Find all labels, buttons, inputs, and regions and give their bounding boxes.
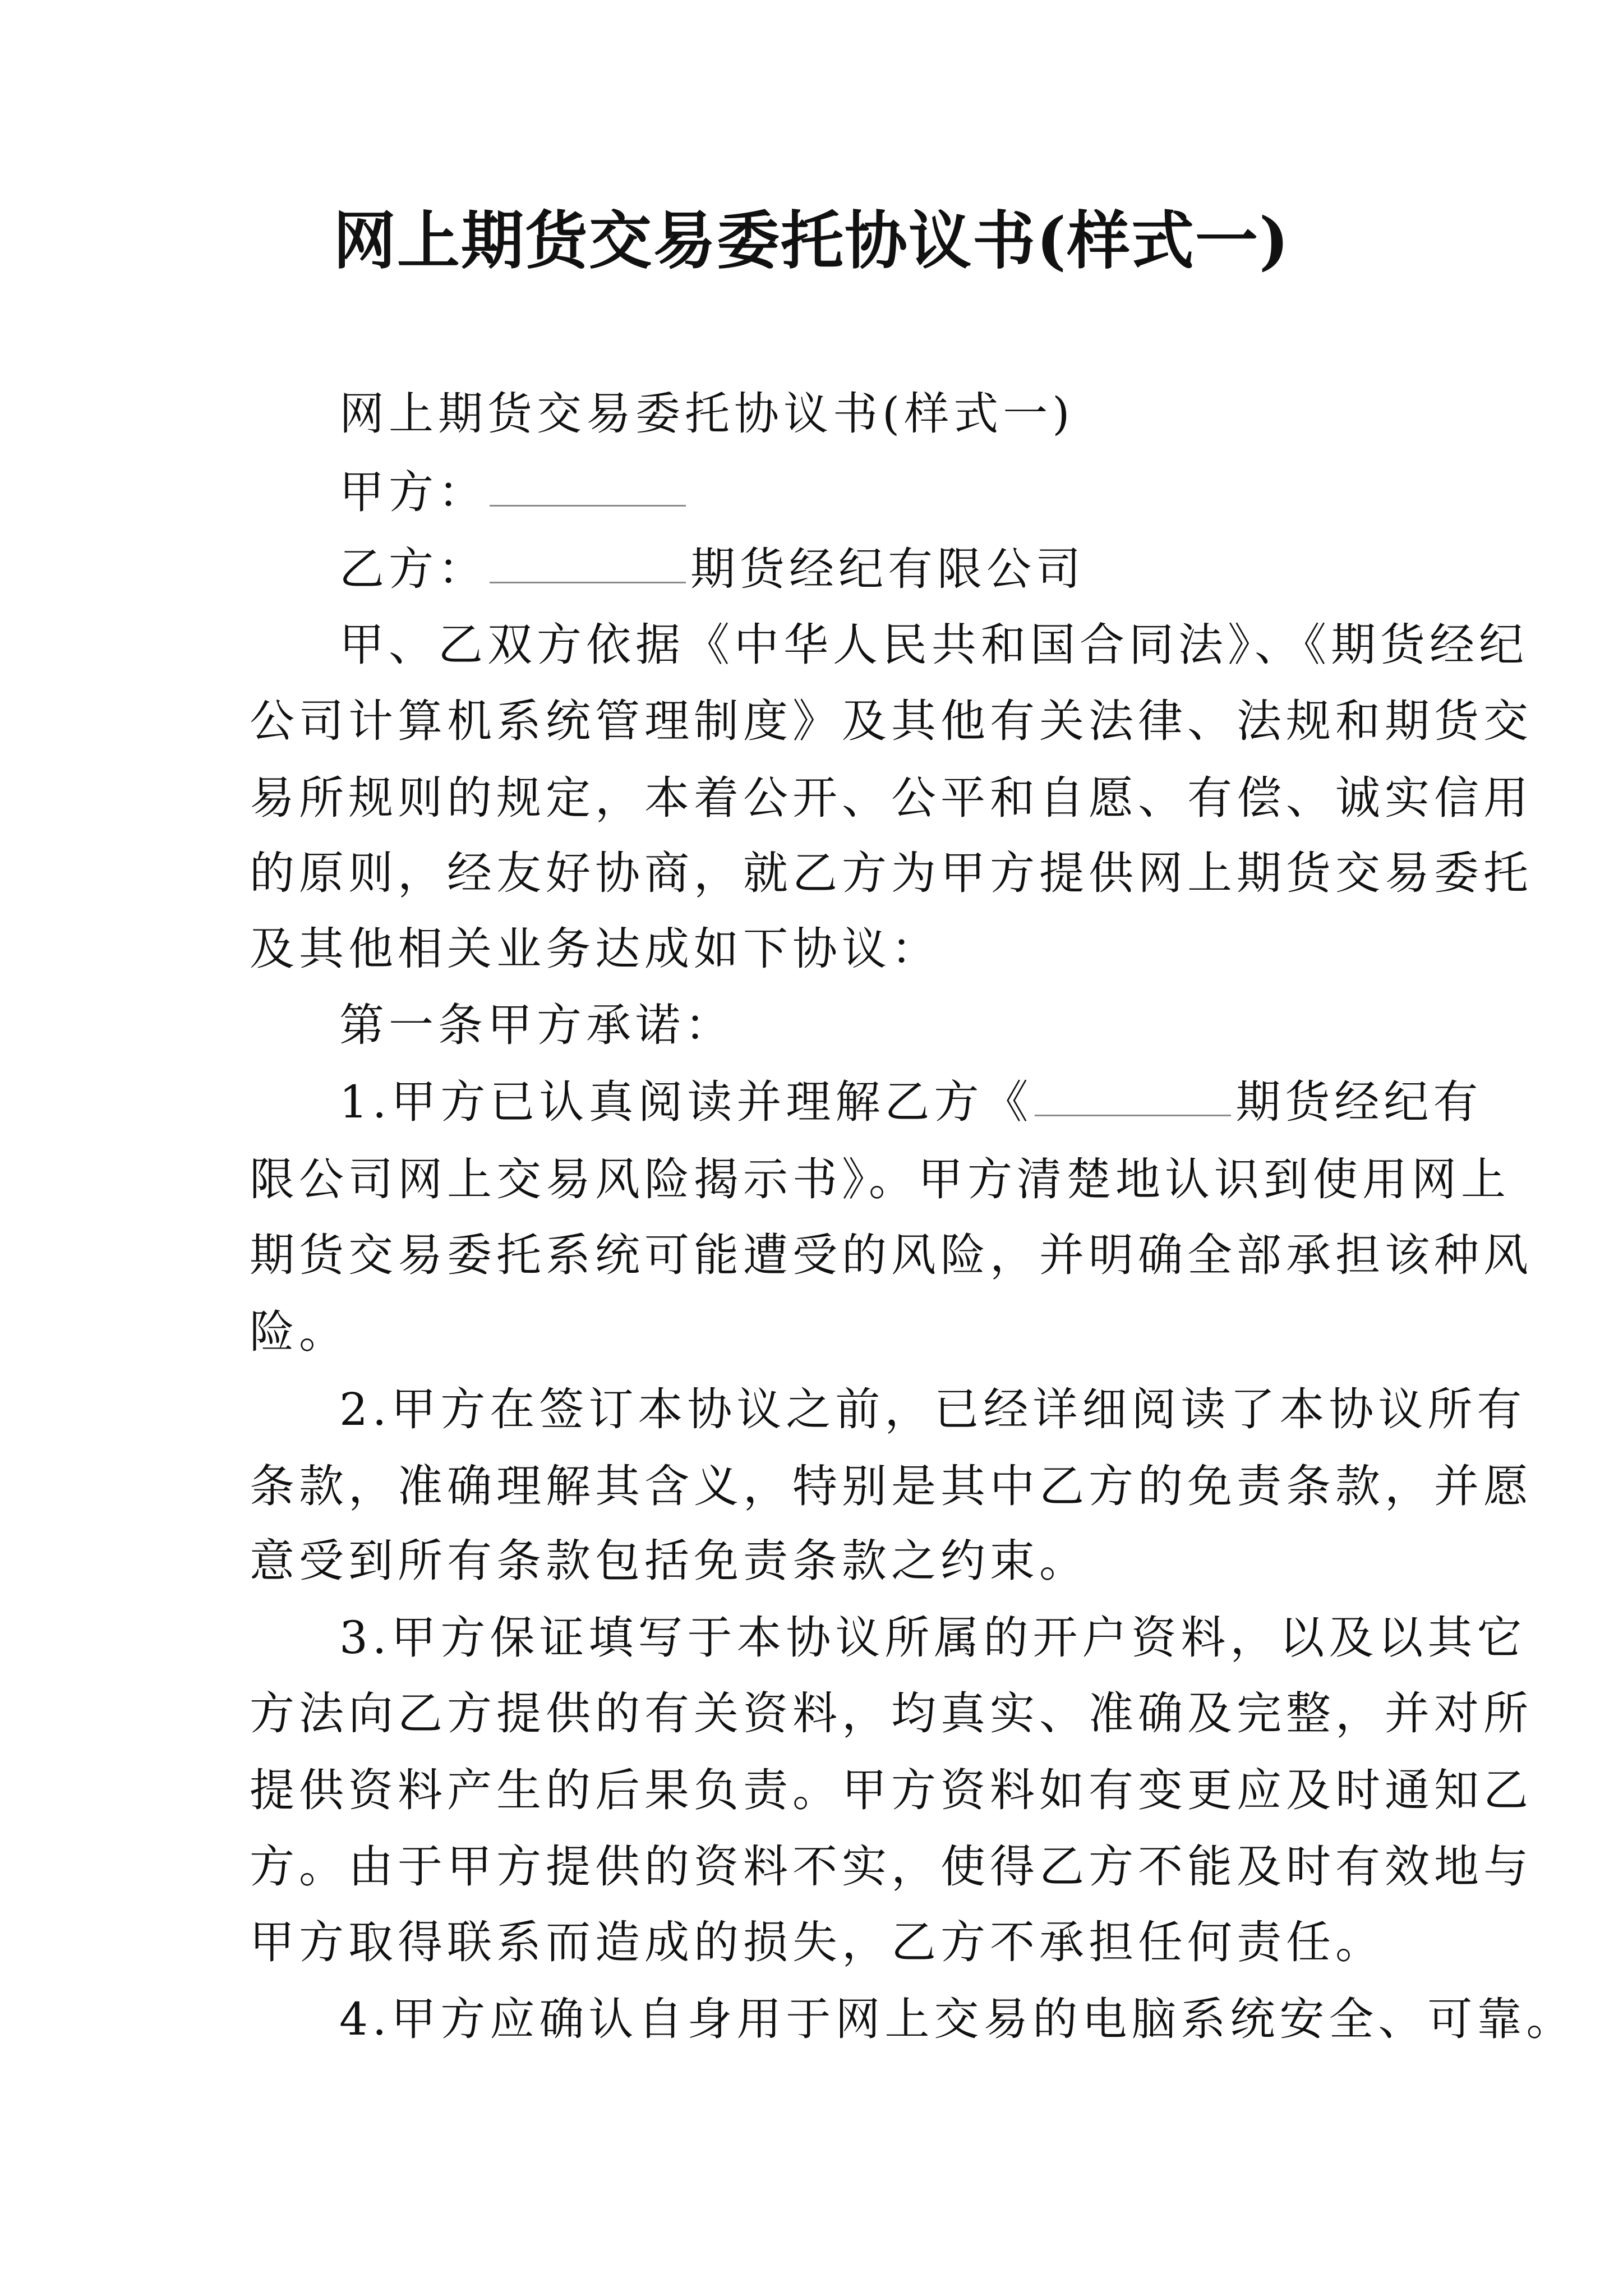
party-b-label: 乙方： — [339, 543, 487, 595]
intro-line: 甲、乙双方依据《中华人民共和国合同法》、《期货经纪 — [339, 619, 1528, 671]
item-1-prefix: 1.甲方已认真阅读并理解乙方《 — [339, 1076, 1033, 1128]
item-2-line: 2.甲方在签订本协议之前，已经详细阅读了本协议所有 — [339, 1383, 1527, 1435]
item-2-line: 意受到所有条款包括免责条款之约束。 — [250, 1535, 1089, 1587]
party-a-line — [339, 459, 1461, 526]
item-1-suffix: 期货经纪有 — [1235, 1076, 1483, 1128]
item-1-line: 限公司网上交易风险揭示书》。甲方清楚地认识到使用网上 — [250, 1153, 1510, 1205]
item-3-line: 提供资料产生的后果负责。甲方资料如有变更应及时通知乙 — [250, 1764, 1533, 1816]
item-1-line: 险。 — [250, 1306, 348, 1358]
intro-line: 的原则，经友好协商，就乙方为甲方提供网上期货交易委托 — [250, 847, 1533, 899]
item-2-line: 条款，准确理解其含义，特别是其中乙方的免责条款，并愿 — [250, 1460, 1533, 1512]
item-3-line: 甲方取得联系而造成的损失，乙方不承担任何责任。 — [250, 1916, 1385, 1968]
item-3-line: 3.甲方保证填写于本协议所属的开户资料，以及以其它 — [339, 1612, 1527, 1664]
intro-line: 易所规则的规定，本着公开、公平和自愿、有偿、诚实信用 — [250, 772, 1533, 824]
item-1-blank — [1035, 1069, 1231, 1116]
document-subtitle: 网上期货交易委托协议书(样式一) — [339, 388, 1075, 440]
party-b-suffix: 期货经纪有限公司 — [690, 543, 1085, 595]
item-1-line — [339, 1069, 1483, 1136]
party-b-blank — [490, 536, 686, 583]
party-b-line — [339, 536, 1461, 603]
item-3-line: 方法向乙方提供的有关资料，均真实、准确及完整，并对所 — [250, 1687, 1533, 1740]
party-a-blank — [490, 459, 686, 507]
intro-line: 及其他相关业务达成如下协议： — [250, 923, 940, 975]
article-1-heading: 第一条甲方承诺： — [339, 999, 734, 1051]
item-4-line: 4.甲方应确认自身用于网上交易的电脑系统安全、可靠。 — [339, 1993, 1576, 2045]
item-3-line: 方。由于甲方提供的资料不实，使得乙方不能及时有效地与 — [250, 1841, 1533, 1893]
intro-line: 公司计算机系统管理制度》及其他有关法律、法规和期货交 — [250, 695, 1533, 747]
item-1-line: 期货交易委托系统可能遭受的风险，并明确全部承担该种风 — [250, 1229, 1533, 1281]
document-title: 网上期货交易委托协议书(样式一) — [333, 204, 1290, 278]
party-a-label: 甲方： — [339, 466, 487, 518]
